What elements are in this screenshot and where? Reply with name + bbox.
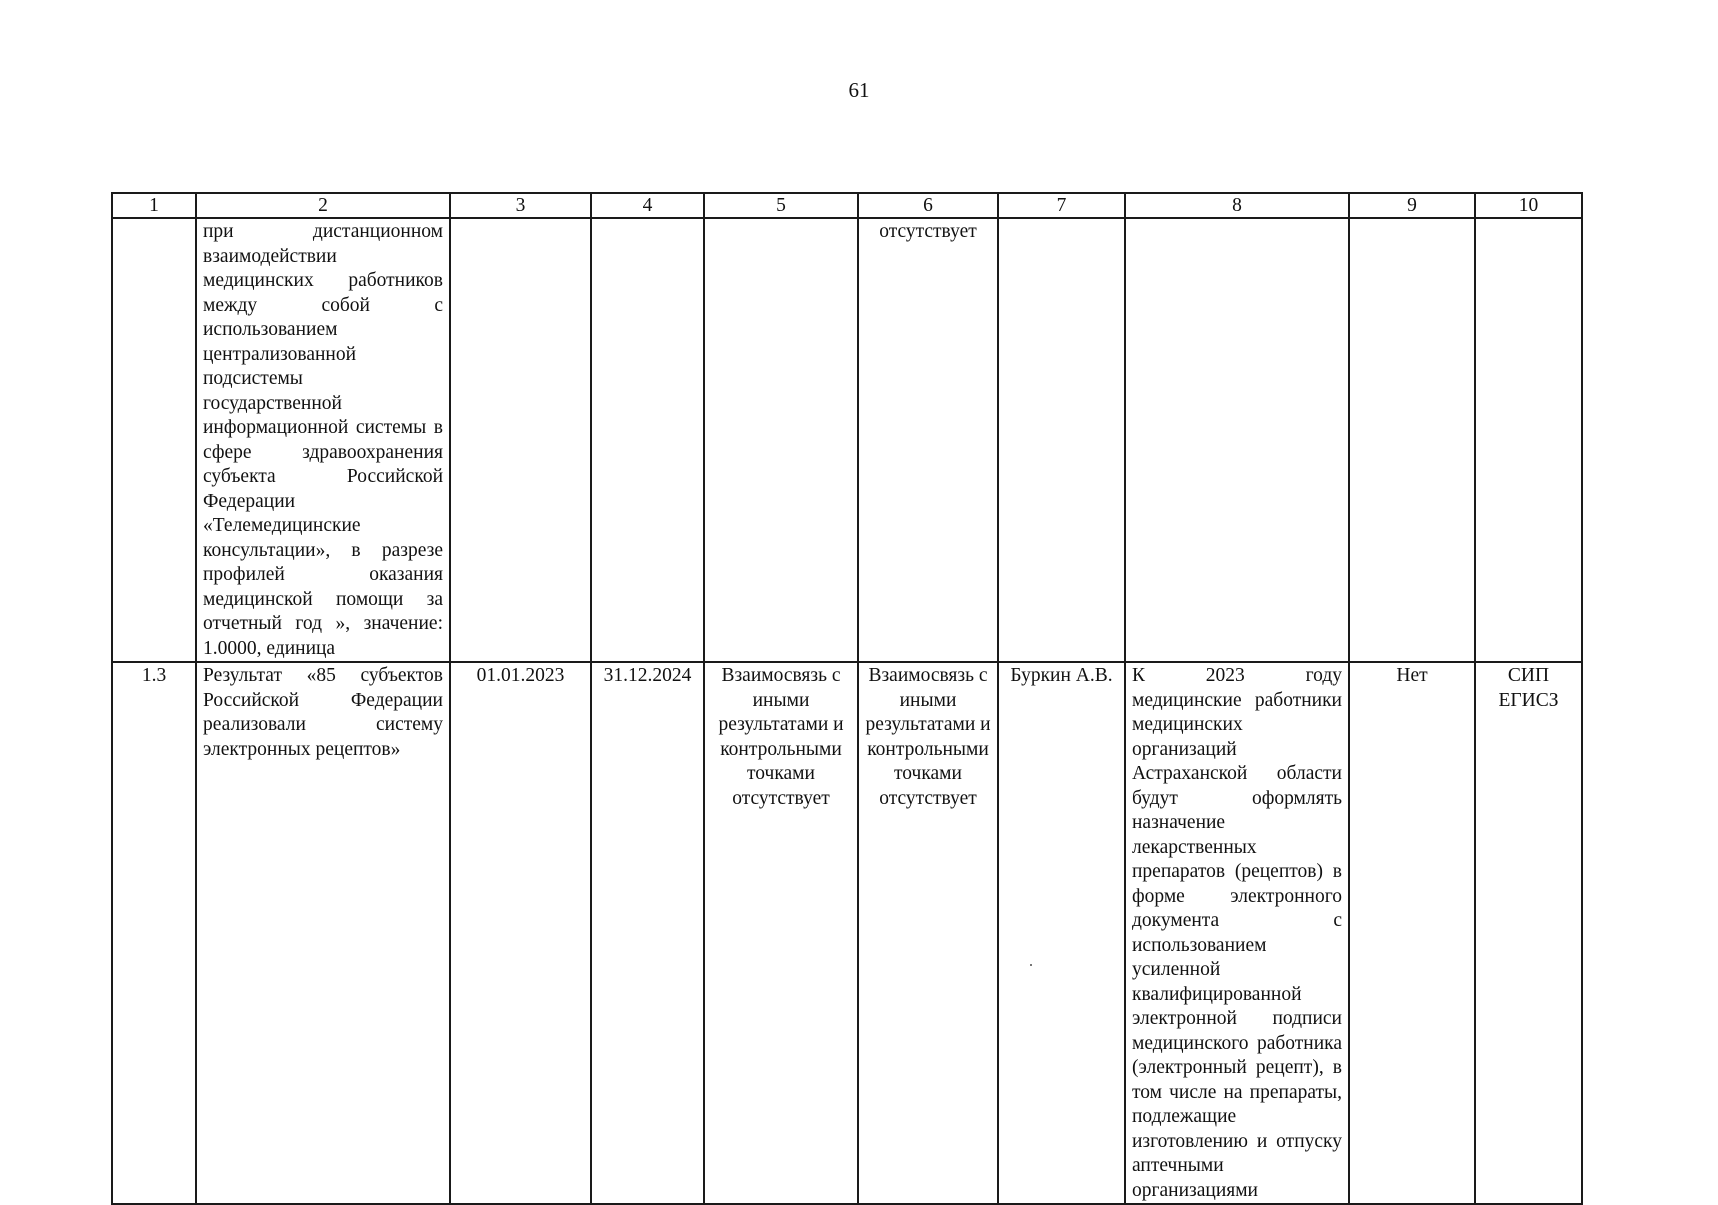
responsible-cell: Буркин А.В. xyxy=(998,662,1125,1204)
column-header-6: 6 xyxy=(858,193,998,218)
row-number-cell xyxy=(112,218,196,662)
approval-cell xyxy=(1349,218,1475,662)
column-header-2: 2 xyxy=(196,193,450,218)
predecessor-cell: Взаимосвязь с иными результатами и контрольными точками отсутствует xyxy=(704,662,858,1204)
column-header-3: 3 xyxy=(450,193,591,218)
header-row xyxy=(112,193,1582,218)
info-system-cell: СИП ЕГИСЗ xyxy=(1475,662,1582,1204)
row-number-cell: 1.3 xyxy=(112,662,196,1204)
column-header-7: 7 xyxy=(998,193,1125,218)
column-header-8: 8 xyxy=(1125,193,1349,218)
table-row-1-3 xyxy=(112,662,1582,1204)
start-date-cell xyxy=(450,218,591,662)
column-header-10: 10 xyxy=(1475,193,1582,218)
column-header-4: 4 xyxy=(591,193,704,218)
table-header xyxy=(112,193,1582,218)
table-row-continued xyxy=(112,218,1582,662)
column-header-5: 5 xyxy=(704,193,858,218)
start-date-cell: 01.01.2023 xyxy=(450,662,591,1204)
responsible-cell xyxy=(998,218,1125,662)
result-description-cell: К 2023 году медицинские работники медицинских организаций Астраханской области будут оформлять назначение лекарственных препаратов (рецептов) в форме электронного документа с использованием усиленной квалифицированной электронной подписи медицинского работника (электронный рецепт), в том числе на препараты, подлежащие изготовлению и отпуску аптечными организациями xyxy=(1125,662,1349,1204)
plan-table xyxy=(111,192,1583,1205)
indicator-description-cell: при дистанционном взаимодействии медицинских работников между собой с использованием централизованной подсистемы государственной информационной системы в сфере здравоохранения субъекта Российской Федерации «Телемедицинские консультации», в разрезе профилей оказания медицинской помощи за отчетный год », значение: 1.0000, единица xyxy=(196,218,450,662)
result-description-cell xyxy=(1125,218,1349,662)
successor-cell: отсутствует xyxy=(858,218,998,662)
end-date-cell: 31.12.2024 xyxy=(591,662,704,1204)
end-date-cell xyxy=(591,218,704,662)
successor-cell: Взаимосвязь с иными результатами и контрольными точками отсутствует xyxy=(858,662,998,1204)
predecessor-cell xyxy=(704,218,858,662)
info-system-cell xyxy=(1475,218,1582,662)
scan-speck xyxy=(1030,964,1032,966)
approval-cell: Нет xyxy=(1349,662,1475,1204)
page-number: 61 xyxy=(848,78,870,102)
indicator-description-cell: Результат «85 субъектов Российской Федерации реализовали систему электронных рецептов» xyxy=(196,662,450,1204)
column-header-9: 9 xyxy=(1349,193,1475,218)
column-header-1: 1 xyxy=(112,193,196,218)
